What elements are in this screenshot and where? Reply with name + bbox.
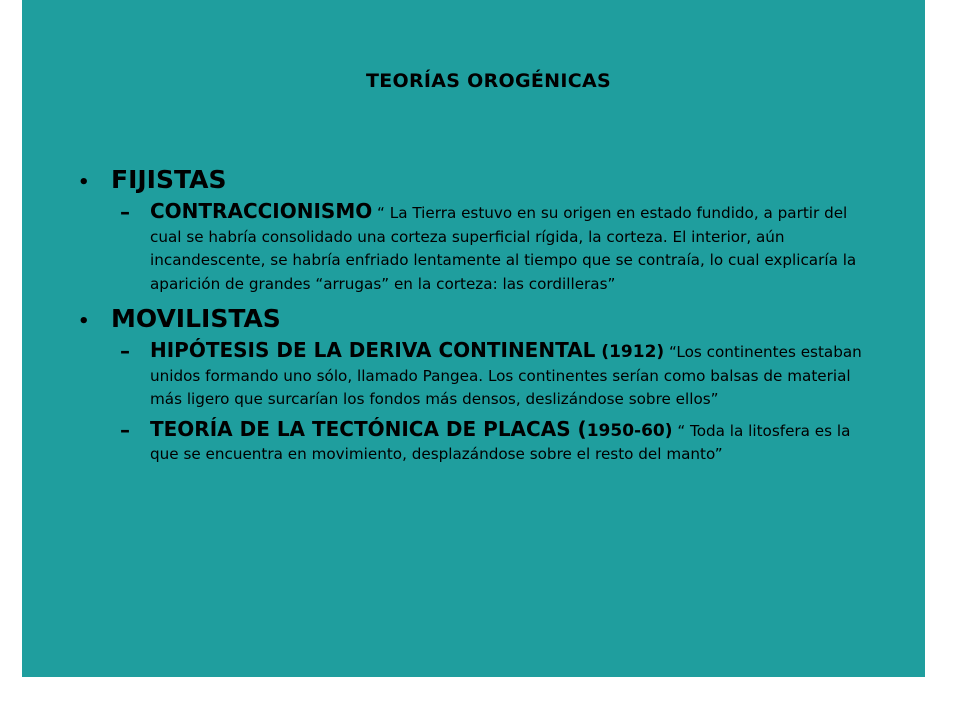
section-movilistas (78, 304, 908, 333)
subitem-keyword: TEORÍA DE LA TECTÓNICA DE PLACAS ( (150, 416, 587, 441)
subitem-year: 1950-60) (586, 420, 673, 441)
slide (22, 0, 925, 677)
bullet-icon: • (78, 172, 90, 193)
subitem-contraccionismo (120, 200, 908, 296)
slide-title: TEORÍAS OROGÉNICAS (365, 70, 611, 92)
subitem-tectonica-placas (120, 418, 908, 467)
slide-content (78, 165, 908, 467)
dash-icon: – (120, 200, 130, 224)
section-fijistas (78, 165, 908, 194)
bullet-icon: • (78, 311, 90, 332)
section-heading: FIJISTAS (111, 165, 227, 194)
section-heading: MOVILISTAS (111, 304, 281, 333)
subitem-keyword: CONTRACCIONISMO (150, 199, 373, 223)
subitem-description: “Los continentes estaban unidos formando uno sólo, llamado Pangea. Los continentes serían como balsas de material más ligero que surcarían los fondos más densos, deslizándose sobre ellos” (150, 343, 862, 408)
subitem-text (150, 339, 880, 412)
subitem-deriva-continental (120, 339, 908, 412)
subitem-description: “ La Tierra estuvo en su origen en estado fundido, a partir del cual se habría consolidado una corteza superficial rígida, la corteza. El interior, aún incandescente, se habría enfriado lentamente al tiempo que se contraía, lo cual explicaría la aparición de grandes “arrugas” en la corteza: las cordilleras” (150, 204, 857, 293)
subitem-text (150, 200, 880, 296)
subitem-keyword: HIPÓTESIS DE LA DERIVA CONTINENTAL (150, 338, 596, 362)
dash-icon: – (120, 417, 130, 442)
dash-icon: – (120, 339, 130, 363)
subitem-text (150, 418, 880, 467)
subitem-description: “ Toda la litosfera es la que se encuentra en movimiento, desplazándose sobre el resto del manto” (150, 421, 851, 463)
subitem-year: (1912) (595, 342, 665, 362)
